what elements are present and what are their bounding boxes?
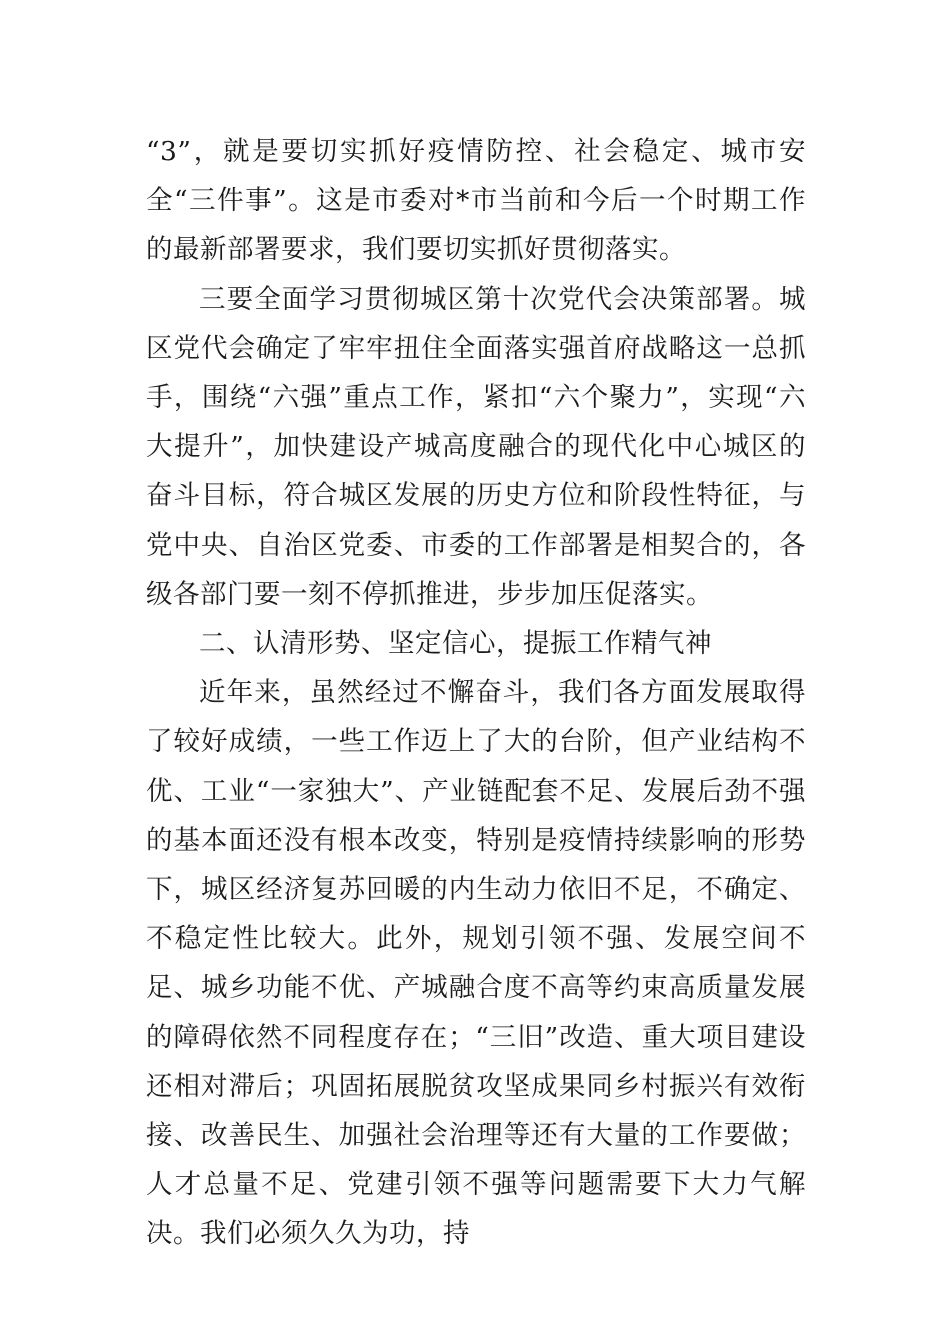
paragraph-situation: 近年来，虽然经过不懈奋斗，我们各方面发展取得了较好成绩，一些工作迈上了大的台阶，但产业结构不优、工业“一家独大”、产业链配套不足、发展后劲不强的基本面还没有根本改变，特别是疫情持续影响的形势下，城区经济复苏回暖的内生动力依旧不足，不确定、不稳定性比较大。此外，规划引领不强、发展空间不足、城乡功能不优、产城融合度不高等约束高质量发展的障碍依然不同程度存在；“三旧”改造、重大项目建设还相对滞后；巩固拓展脱贫攻坚成果同乡村振兴有效衔接、改善民生、加强社会治理等还有大量的工作要做；人才总量不足、党建引领不强等问题需要下大力气解决。我们必须久久为功，持 [146, 677, 806, 1250]
document-body [146, 127, 806, 1259]
section-heading-two: 二、认清形势、坚定信心，提振工作精气神 [199, 628, 712, 660]
paragraph-third-requirement: 三要全面学习贯彻城区第十次党代会决策部署。城区党代会确定了牢牢扭住全面落实强首府战略这一总抓手，围绕“六强”重点工作，紧扣“六个聚力”，实现“六大提升”，加快建设产城高度融合的现代化中心城区的奋斗目标，符合城区发展的历史方位和阶段性特征，与党中央、自治区党委、市委的工作部署是相契合的，各级各部门要一刻不停抓推进，步步加压促落实。 [146, 283, 806, 610]
paragraph-continuation: “3”，就是要切实抓好疫情防控、社会稳定、城市安全“三件事”。这是市委对*市当前和今后一个时期工作的最新部署要求，我们要切实抓好贯彻落实。 [146, 136, 806, 266]
